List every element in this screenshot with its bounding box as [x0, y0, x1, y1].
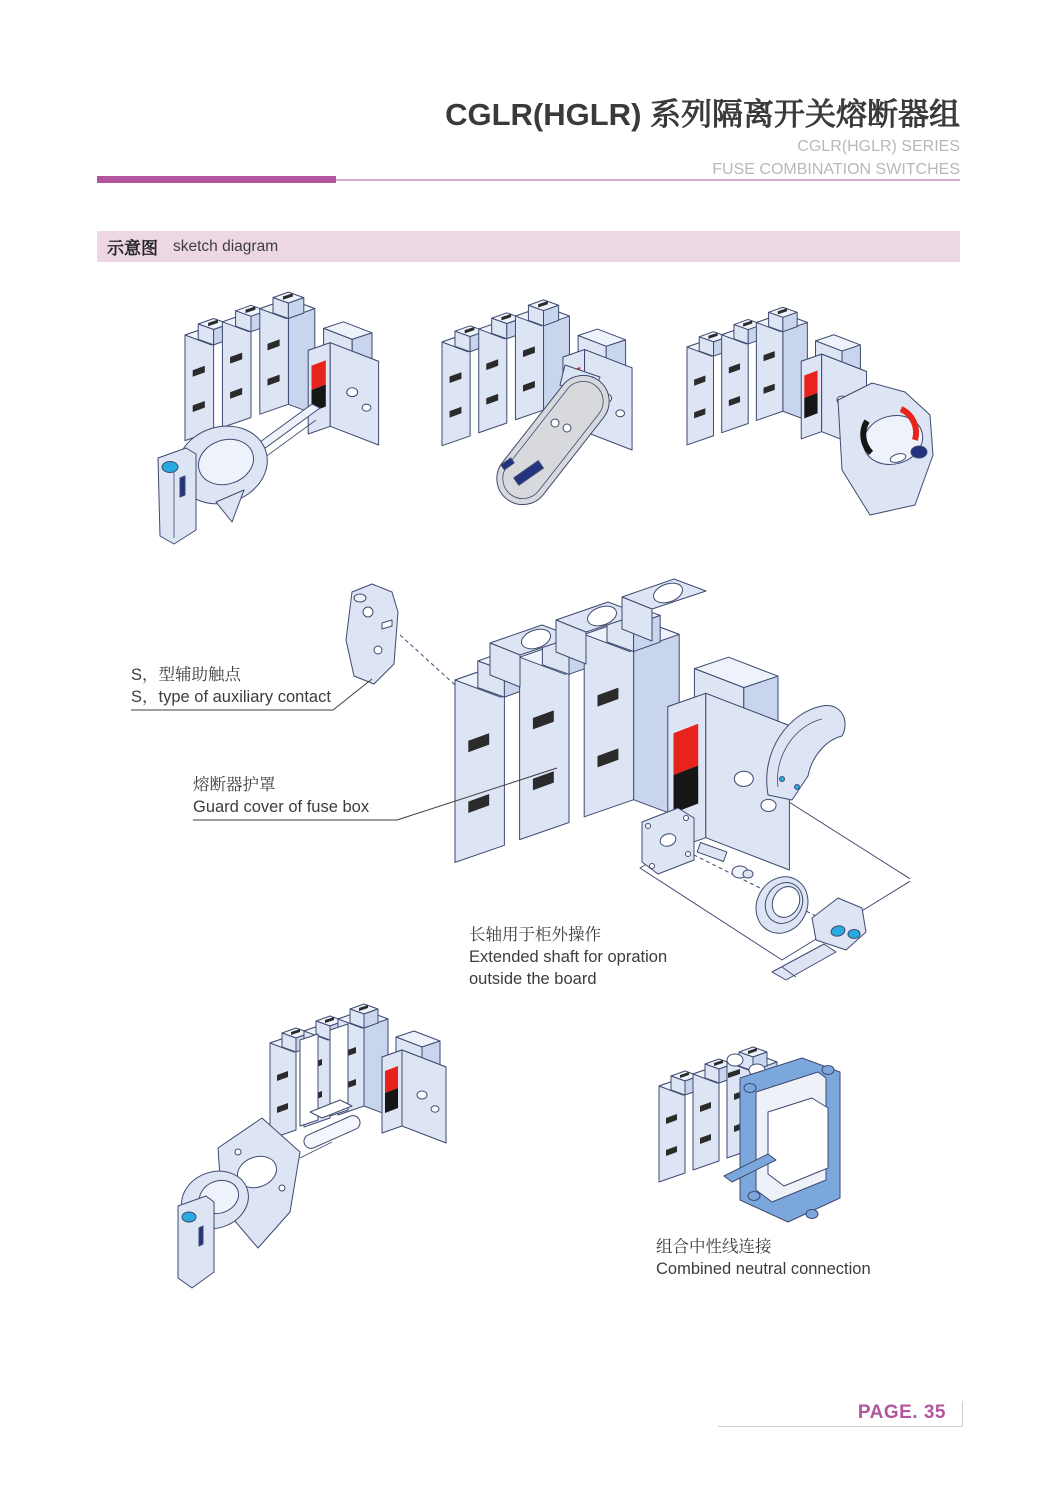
footer-rule-tick: [962, 1401, 963, 1427]
callout-aux-contact: [131, 664, 331, 708]
section-title-en: sketch diagram: [173, 237, 279, 255]
series-subtitle-line2: FUSE COMBINATION SWITCHES: [712, 161, 960, 178]
callout-extended-shaft-en2: outside the board: [469, 970, 597, 988]
callout-combined-neutral-en: Combined neutral connection: [656, 1260, 871, 1278]
footer-rule: [718, 1426, 963, 1427]
callout-extended-shaft: [469, 924, 667, 990]
series-subtitle-line1: CGLR(HGLR) SERIES: [797, 138, 960, 155]
callout-aux-contact-en: S，type of auxiliary contact: [131, 688, 331, 706]
page-title: CGLR(HGLR) 系列隔离开关熔断器组: [445, 97, 960, 132]
section-title-zh: 示意图: [107, 239, 158, 258]
callout-extended-shaft-zh: 长轴用于柜外操作: [469, 926, 601, 944]
callout-guard-cover-en: Guard cover of fuse box: [193, 798, 370, 816]
callout-aux-contact-zh: S，型辅助触点: [131, 666, 242, 684]
callout-guard-cover: [193, 774, 369, 818]
callout-guard-cover-zh: 熔断器护罩: [193, 776, 276, 794]
callout-combined-neutral-zh: 组合中性线连接: [656, 1238, 772, 1256]
callout-combined-neutral: [656, 1236, 871, 1280]
callout-extended-shaft-en1: Extended shaft for opration: [469, 948, 668, 966]
page-number: PAGE. 35: [857, 1402, 946, 1423]
